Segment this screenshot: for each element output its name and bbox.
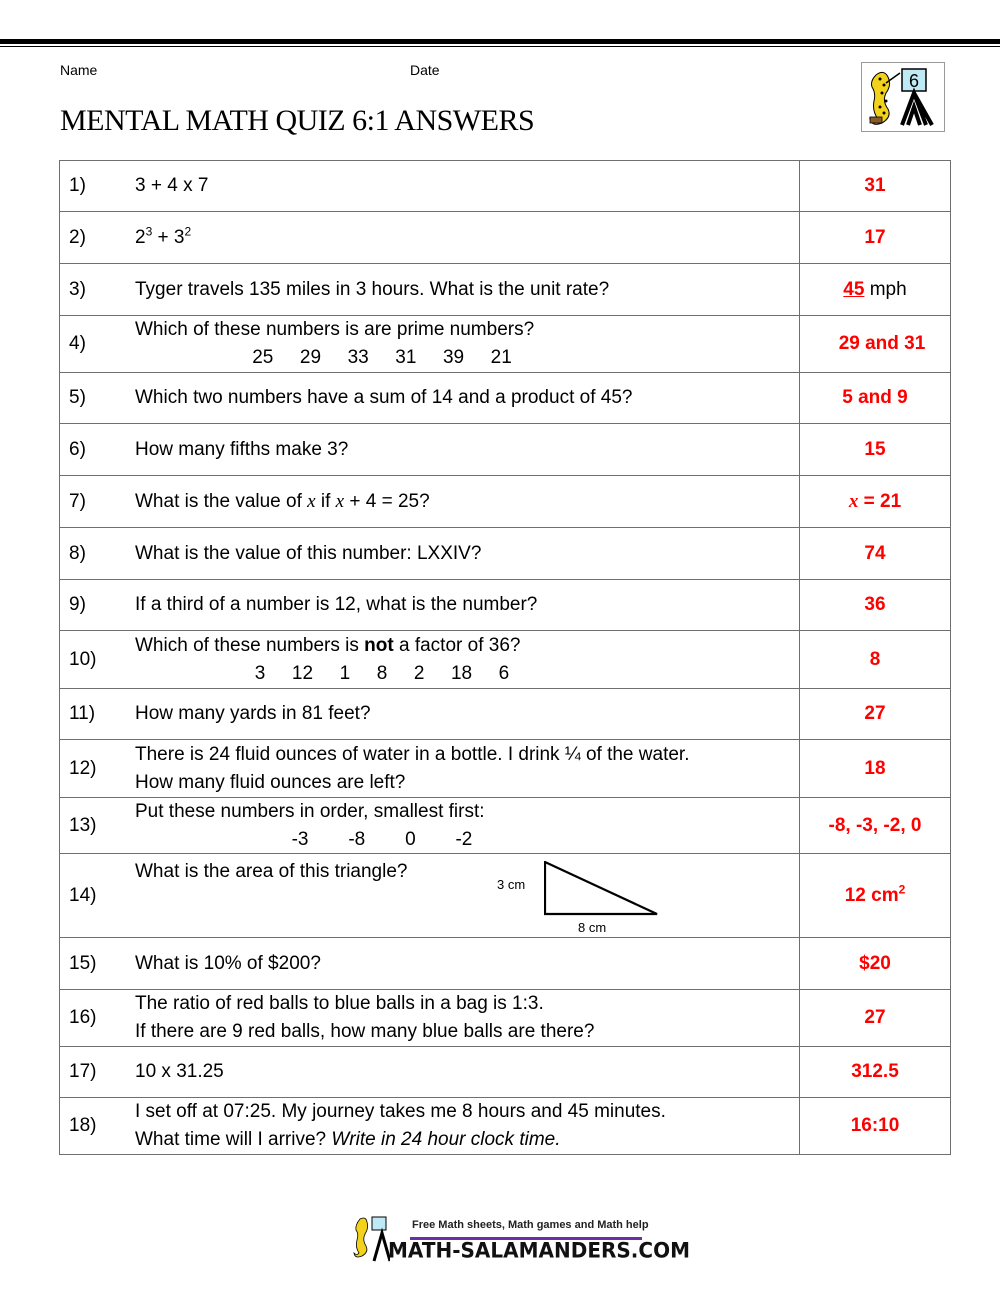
- answer-cell: -8, -3, -2, 0: [800, 798, 951, 854]
- question-text: There is 24 fluid ounces of water in a bottle. I drink ¼ of the water. How many fluid ounces are left?: [135, 743, 690, 793]
- question-number: 14): [69, 884, 97, 906]
- salamander-easel-icon: [862, 63, 944, 131]
- quiz-table: [59, 160, 951, 1155]
- question-number: 16): [69, 1007, 97, 1028]
- table-row: [60, 476, 951, 528]
- table-row: [60, 1047, 951, 1098]
- triangle-height-label: 3 cm: [497, 877, 526, 892]
- answer-unit: mph: [864, 278, 907, 300]
- answer-cell: 312.5: [800, 1047, 951, 1098]
- question-number: 13): [69, 814, 97, 836]
- question-number: 9): [69, 594, 86, 615]
- answer-cell: 27: [800, 990, 951, 1047]
- footer-tagline: Free Math sheets, Math games and Math help: [412, 1219, 649, 1231]
- question-number: 1): [69, 175, 86, 196]
- answer-value: 45: [843, 278, 865, 300]
- table-row: [60, 212, 951, 264]
- question-text: Which of these numbers is not a factor of 36? 3 12 1 8 2 18 6: [135, 634, 521, 684]
- answer-cell: [800, 264, 951, 316]
- answer-cell: 29 and 31: [800, 316, 951, 373]
- question-text: What is 10% of $200?: [135, 952, 321, 974]
- table-row: [60, 316, 951, 373]
- answer-cell: 36: [800, 580, 951, 631]
- table-row: [60, 373, 951, 424]
- top-border-thick: [0, 39, 1000, 44]
- table-row: [60, 631, 951, 689]
- answer-cell: 5 and 9: [800, 373, 951, 424]
- question-text: 3 + 4 x 7: [135, 175, 209, 196]
- table-row: [60, 264, 951, 316]
- question-number: 18): [69, 1115, 97, 1136]
- table-row: [60, 798, 951, 854]
- right-triangle-icon: [544, 861, 664, 917]
- answer-cell: 27: [800, 689, 951, 740]
- answer-cell: 17: [800, 212, 951, 264]
- question-text: What is the area of this triangle?: [135, 861, 408, 882]
- question-text: Which two numbers have a sum of 14 and a product of 45?: [135, 387, 633, 408]
- question-text: $2^3 + 3^2$: [135, 224, 192, 248]
- answer-cell: $20: [800, 938, 951, 990]
- date-label: Date: [410, 62, 440, 78]
- salamander-logo: [861, 62, 945, 132]
- question-number: 6): [69, 438, 86, 460]
- top-border-thin: [0, 46, 1000, 47]
- footer-site-name[interactable]: MATH-SALAMANDERS.COM: [388, 1237, 690, 1263]
- answer-cell: 15: [800, 424, 951, 476]
- page-title: MENTAL MATH QUIZ 6:1 ANSWERS: [60, 104, 535, 137]
- table-row: [60, 689, 951, 740]
- table-row: [60, 740, 951, 798]
- question-text: Which of these numbers is are prime numbers? 25 29 33 31 39 21: [135, 319, 535, 368]
- answer-cell: 74: [800, 528, 951, 580]
- answer-cell: 31: [800, 161, 951, 212]
- question-text: How many yards in 81 feet?: [135, 703, 371, 724]
- question-number: 5): [69, 387, 86, 408]
- question-number: 2): [69, 226, 86, 248]
- table-row: [60, 1098, 951, 1155]
- table-row: [60, 424, 951, 476]
- table-row: [60, 580, 951, 631]
- name-label: Name: [60, 62, 98, 78]
- triangle-figure: [60, 854, 799, 937]
- question-number: 17): [69, 1061, 97, 1082]
- question-text: What is the value of x if x + 4 = 25?: [135, 490, 430, 512]
- question-text: Tyger travels 135 miles in 3 hours. What is the unit rate?: [135, 278, 610, 300]
- question-number: 12): [69, 757, 97, 779]
- footer-salamander-icon: [350, 1215, 390, 1263]
- question-number: 3): [69, 278, 86, 300]
- question-number: 11): [69, 703, 96, 724]
- answer-cell: x = 21: [800, 476, 951, 528]
- answer-cell: 12 $cm^2$: [800, 854, 951, 938]
- answer-cell: 16:10: [800, 1098, 951, 1155]
- question-text: 10 x 31.25: [135, 1061, 224, 1082]
- answer-cell: 8: [800, 631, 951, 689]
- footer-logo: [350, 1215, 690, 1265]
- question-text: The ratio of red balls to blue balls in a bag is 1:3. If there are 9 red balls, how many blue balls are there?: [135, 993, 595, 1042]
- question-number: 10): [69, 648, 97, 670]
- question-number: 8): [69, 542, 86, 564]
- question-number: 7): [69, 490, 86, 512]
- triangle-base-label: 8 cm: [578, 920, 607, 935]
- table-row: [60, 528, 951, 580]
- table-row: [60, 990, 951, 1047]
- question-text: If a third of a number is 12, what is the number?: [135, 594, 538, 615]
- question-text: I set off at 07:25. My journey takes me 8 hours and 45 minutes. What time will I arrive? Write in 24 hour clock time.: [135, 1101, 666, 1150]
- question-number: 15): [69, 952, 97, 974]
- table-row: [60, 938, 951, 990]
- question-text: What is the value of this number: LXXIV?: [135, 542, 482, 564]
- answer-cell: 18: [800, 740, 951, 798]
- table-row: [60, 161, 951, 212]
- table-row: [60, 854, 951, 938]
- question-text: Put these numbers in order, smallest first: -3 -8 0 -2: [135, 800, 485, 850]
- question-number: 4): [69, 333, 86, 354]
- svg-text:6: 6: [908, 71, 920, 91]
- question-text: How many fifths make 3?: [135, 438, 349, 460]
